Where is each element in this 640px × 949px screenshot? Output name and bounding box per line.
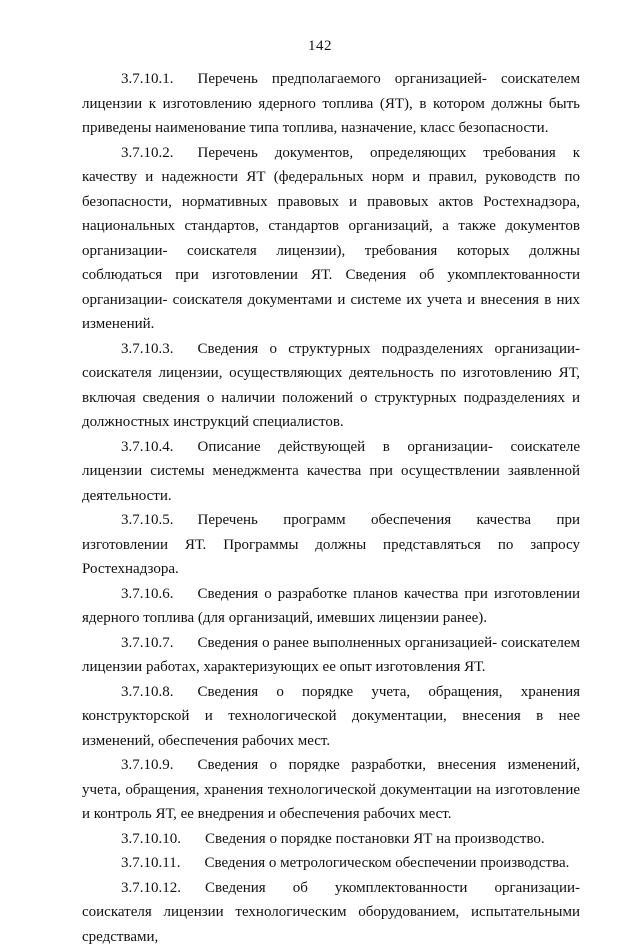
paragraph-number: 3.7.10.12. <box>121 880 181 896</box>
paragraph-number: 3.7.10.10. <box>121 831 181 847</box>
paragraph <box>82 508 580 582</box>
paragraph-text: Описание действующей в организации- соискателе лицензии системы менеджмента качества при осуществлении заявленной деятельности. <box>82 439 580 504</box>
paragraph <box>82 67 580 141</box>
paragraph <box>82 435 580 509</box>
paragraph-number: 3.7.10.8. <box>121 684 174 700</box>
paragraph-number: 3.7.10.3. <box>121 341 174 357</box>
paragraph-text: Сведения о структурных подразделениях организации- соискателя лицензии, осуществляющих деятельность по изготовлению ЯТ, включая сведения о наличии положений о структурных подразделениях и должностных инструкций специалистов. <box>82 341 580 431</box>
paragraph-number: 3.7.10.2. <box>121 145 174 161</box>
paragraph-number: 3.7.10.7. <box>121 635 174 651</box>
paragraph <box>82 851 580 876</box>
paragraph <box>82 680 580 754</box>
paragraph-text: Сведения о порядке постановки ЯТ на производство. <box>205 831 545 847</box>
paragraph-number: 3.7.10.4. <box>121 439 174 455</box>
paragraph-number: 3.7.10.5. <box>121 512 174 528</box>
paragraph-text: Сведения о ранее выполненных организацией- соискателем лицензии работах, характеризующих ее опыт изготовления ЯТ. <box>82 635 580 676</box>
paragraph-text: Сведения о порядке учета, обращения, хранения конструкторской и технологической документации, внесения в нее изменений, обеспечения рабочих мест. <box>82 684 580 749</box>
paragraph-text: Сведения о порядке разработки, внесения изменений, учета, обращения, хранения технологической документации на изготовление и контроль ЯТ, ее внедрения и обеспечения рабочих мест. <box>82 757 580 822</box>
paragraph <box>82 876 580 949</box>
paragraph <box>82 631 580 680</box>
paragraph-text: Сведения об укомплектованности организации- соискателя лицензии технологическим оборудованием, испытательными средствами, <box>82 880 580 945</box>
paragraph-number: 3.7.10.1. <box>121 71 174 87</box>
paragraph-text: Сведения о разработке планов качества при изготовлении ядерного топлива (для организаций, имевших лицензии ранее). <box>82 586 580 627</box>
paragraph <box>82 337 580 435</box>
paragraph <box>82 753 580 827</box>
paragraph <box>82 582 580 631</box>
paragraph-number: 3.7.10.9. <box>121 757 174 773</box>
paragraph-text: Перечень предполагаемого организацией- соискателем лицензии к изготовлению ядерного топлива (ЯТ), в котором должны быть приведены наименование типа топлива, назначение, класс безопасности. <box>82 71 580 136</box>
paragraph-number: 3.7.10.6. <box>121 586 174 602</box>
document-body <box>82 67 580 949</box>
paragraph-text: Сведения о метрологическом обеспечении производства. <box>204 855 569 871</box>
page-number: 142 <box>0 38 640 55</box>
paragraph <box>82 141 580 337</box>
paragraph-number: 3.7.10.11. <box>121 855 180 871</box>
paragraph-text: Перечень документов, определяющих требования к качеству и надежности ЯТ (федеральных норм и правил, руководств по безопасности, нормативных правовых и правовых актов Ростехнадзора, национальных стандартов, стандартов организаций, а также документов организации- соискателя лицензии), требования которых должны соблюдаться при изготовлении ЯТ. Сведения об укомплектованности организации- соискателя документами и системе их учета и внесения в них изменений. <box>82 145 580 333</box>
paragraph-text: Перечень программ обеспечения качества при изготовлении ЯТ. Программы должны представляться по запросу Ростехнадзора. <box>82 512 580 577</box>
paragraph <box>82 827 580 852</box>
